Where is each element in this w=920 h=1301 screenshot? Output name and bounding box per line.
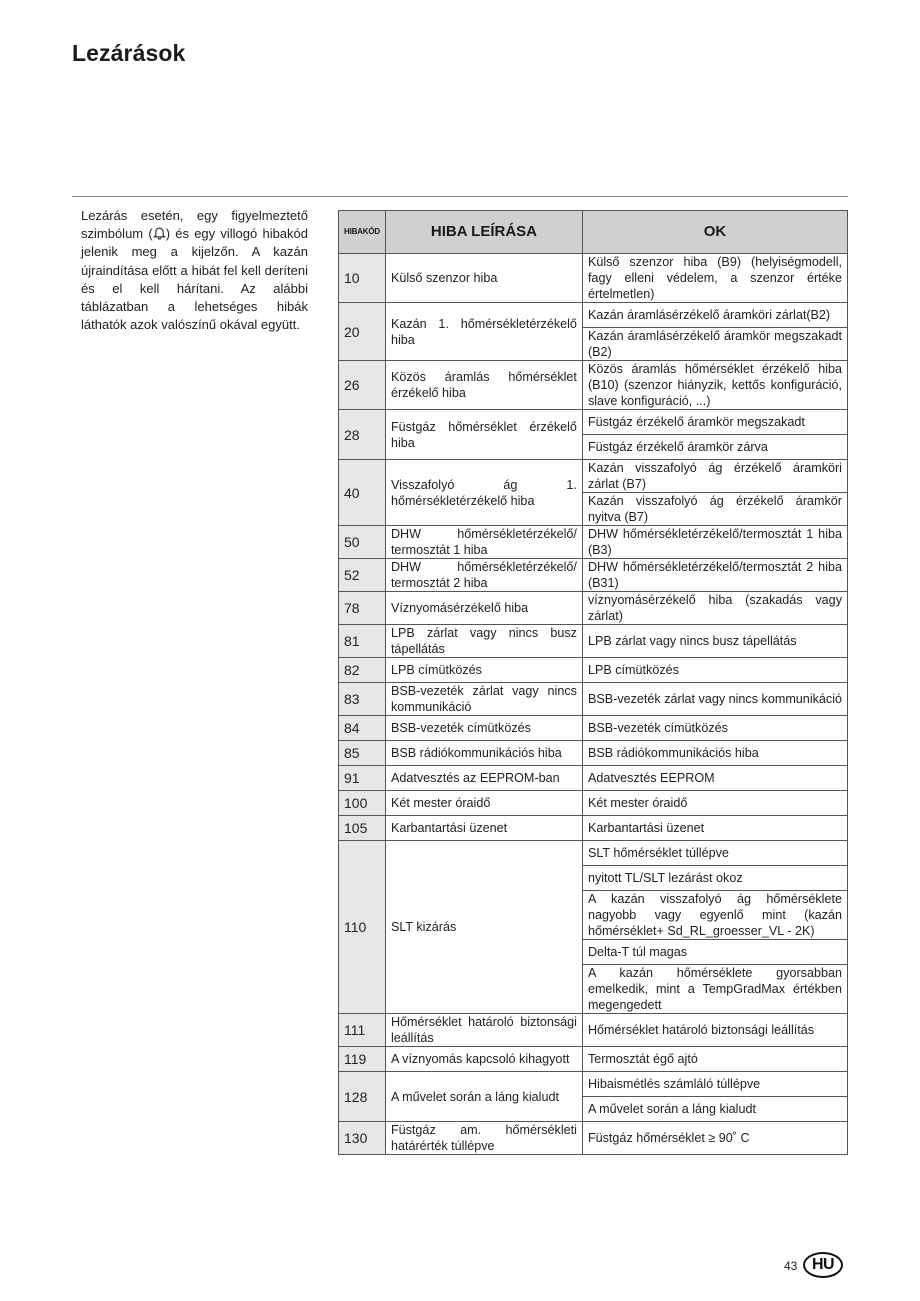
cause-cell: BSB rádiókommunikációs hiba: [582, 741, 847, 766]
error-description-cell: BSB-vezeték zárlat vagy nincs kommunikáció: [385, 683, 582, 716]
error-description-cell: LPB címütközés: [385, 658, 582, 683]
error-code-cell: 50: [339, 526, 386, 559]
error-description-cell: DHW hőmérsékletérzékelő/ termosztát 1 hiba: [385, 526, 582, 559]
error-code-cell: 82: [339, 658, 386, 683]
error-code-cell: 111: [339, 1014, 386, 1047]
error-code-cell: 78: [339, 592, 386, 625]
cause-cell: DHW hőmérsékletérzékelő/termosztát 2 hiba (B31): [582, 559, 847, 592]
intro-text-after-icon: ) és egy villogó hibakód jelenik meg a kijelzőn. A kazán újraindítása előtt a hibát fel kell deríteni és el kell hárítani. Az alábbi táblázatban a lehetséges hibák láthatók azok valószínű okával együtt.: [81, 226, 308, 333]
language-badge: HU: [803, 1252, 843, 1278]
table-row: [339, 816, 848, 841]
cause-cell: Füstgáz hőmérséklet ≥ 90˚ C: [582, 1122, 847, 1155]
error-description-cell: Víznyomásérzékelő hiba: [385, 592, 582, 625]
section-divider: [72, 196, 848, 197]
table-row: [339, 526, 848, 559]
table-row: [339, 1122, 848, 1155]
table-row: [339, 658, 848, 683]
cause-cell: Karbantartási üzenet: [582, 816, 847, 841]
cause-cell: Delta-T túl magas: [582, 940, 847, 965]
error-description-cell: Füstgáz am. hőmérsékleti határérték túllépve: [385, 1122, 582, 1155]
table-row: [339, 741, 848, 766]
error-description-cell: SLT kizárás: [385, 841, 582, 1014]
table-row: [339, 1014, 848, 1047]
page-number: 43: [784, 1259, 798, 1273]
error-code-cell: 85: [339, 741, 386, 766]
cause-cell: víznyomásérzékelő hiba (szakadás vagy zárlat): [582, 592, 847, 625]
error-description-cell: LPB zárlat vagy nincs busz tápellátás: [385, 625, 582, 658]
header-error-code: HIBAKÓD: [339, 211, 386, 254]
table-body: [339, 254, 848, 1155]
cause-cell: Közös áramlás hőmérséklet érzékelő hiba (B10) (szenzor hiányzik, kettős konfiguráció, slave konfiguráció, ...): [582, 361, 847, 410]
cause-cell: Kazán visszafolyó ág érzékelő áramköri zárlat (B7): [582, 460, 847, 493]
cause-cell: SLT hőmérséklet túllépve: [582, 841, 847, 866]
error-code-cell: 119: [339, 1047, 386, 1072]
cause-cell: BSB-vezeték zárlat vagy nincs kommunikáció: [582, 683, 847, 716]
error-description-cell: A művelet során a láng kialudt: [385, 1072, 582, 1122]
table-row: [339, 592, 848, 625]
table-row: [339, 410, 848, 435]
error-code-cell: 130: [339, 1122, 386, 1155]
error-code-cell: 40: [339, 460, 386, 526]
cause-cell: Kazán visszafolyó ág érzékelő áramkör nyitva (B7): [582, 493, 847, 526]
cause-cell: Termosztát égő ajtó: [582, 1047, 847, 1072]
cause-cell: LPB címütközés: [582, 658, 847, 683]
error-code-cell: 81: [339, 625, 386, 658]
cause-cell: Füstgáz érzékelő áramkör zárva: [582, 435, 847, 460]
error-code-cell: 10: [339, 254, 386, 303]
table-row: [339, 841, 848, 866]
table-row: [339, 1072, 848, 1097]
table-row: [339, 716, 848, 741]
error-description-cell: Közös áramlás hőmérséklet érzékelő hiba: [385, 361, 582, 410]
error-code-cell: 28: [339, 410, 386, 460]
error-code-cell: 26: [339, 361, 386, 410]
error-description-cell: Kazán 1. hőmérsékletérzékelő hiba: [385, 303, 582, 361]
page-title: Lezárások: [72, 40, 186, 66]
cause-cell: Hibaismétlés számláló túllépve: [582, 1072, 847, 1097]
cause-cell: LPB zárlat vagy nincs busz tápellátás: [582, 625, 847, 658]
error-description-cell: DHW hőmérsékletérzékelő/ termosztát 2 hiba: [385, 559, 582, 592]
table-row: [339, 460, 848, 493]
error-code-cell: 83: [339, 683, 386, 716]
cause-cell: Két mester óraidő: [582, 791, 847, 816]
error-code-cell: 52: [339, 559, 386, 592]
error-description-cell: Külső szenzor hiba: [385, 254, 582, 303]
error-code-table: [338, 210, 848, 1155]
table-row: [339, 1047, 848, 1072]
cause-cell: A kazán visszafolyó ág hőmérséklete nagyobb vagy egyenlő mint (kazán hőmérséklet+ Sd_RL_groesser_VL - 2K): [582, 891, 847, 940]
error-code-cell: 84: [339, 716, 386, 741]
error-code-cell: 128: [339, 1072, 386, 1122]
intro-text-before-icon: Lezárás esetén, egy figyelmeztető szimbólum (: [81, 208, 308, 242]
table-row: [339, 254, 848, 303]
error-code-cell: 91: [339, 766, 386, 791]
error-code-cell: 100: [339, 791, 386, 816]
error-description-cell: Két mester óraidő: [385, 791, 582, 816]
error-description-cell: BSB-vezeték címütközés: [385, 716, 582, 741]
cause-cell: Füstgáz érzékelő áramkör megszakadt: [582, 410, 847, 435]
cause-cell: Hőmérséklet határoló biztonsági leállítás: [582, 1014, 847, 1047]
error-description-cell: Füstgáz hőmérséklet érzékelő hiba: [385, 410, 582, 460]
header-error-description: HIBA LEÍRÁSA: [385, 211, 582, 254]
error-description-cell: Karbantartási üzenet: [385, 816, 582, 841]
table-row: [339, 303, 848, 328]
table-row: [339, 766, 848, 791]
error-description-cell: Visszafolyó ág 1. hőmérsékletérzékelő hiba: [385, 460, 582, 526]
error-description-cell: Hőmérséklet határoló biztonsági leállítás: [385, 1014, 582, 1047]
table-row: [339, 559, 848, 592]
cause-cell: Kazán áramlásérzékelő áramköri zárlat(B2): [582, 303, 847, 328]
table-header-row: [339, 211, 848, 254]
table-row: [339, 791, 848, 816]
cause-cell: A művelet során a láng kialudt: [582, 1097, 847, 1122]
error-code-cell: 20: [339, 303, 386, 361]
cause-cell: Adatvesztés EEPROM: [582, 766, 847, 791]
table-row: [339, 625, 848, 658]
error-description-cell: A víznyomás kapcsoló kihagyott: [385, 1047, 582, 1072]
header-cause: OK: [582, 211, 847, 254]
error-code-cell: 110: [339, 841, 386, 1014]
cause-cell: BSB-vezeték címütközés: [582, 716, 847, 741]
error-code-cell: 105: [339, 816, 386, 841]
error-description-cell: BSB rádiókommunikációs hiba: [385, 741, 582, 766]
cause-cell: A kazán hőmérséklete gyorsabban emelkedik, mint a TempGradMax értékben megengedett: [582, 965, 847, 1014]
error-description-cell: Adatvesztés az EEPROM-ban: [385, 766, 582, 791]
cause-cell: Külső szenzor hiba (B9) (helyiségmodell, fagy elleni védelem, a szenzor értéke értelmetlen): [582, 254, 847, 303]
cause-cell: nyitott TL/SLT lezárást okoz: [582, 866, 847, 891]
table-row: [339, 683, 848, 716]
intro-paragraph: [81, 207, 308, 334]
cause-cell: Kazán áramlásérzékelő áramkör megszakadt (B2): [582, 328, 847, 361]
cause-cell: DHW hőmérsékletérzékelő/termosztát 1 hiba (B3): [582, 526, 847, 559]
table-row: [339, 361, 848, 410]
bell-icon: [153, 227, 166, 240]
